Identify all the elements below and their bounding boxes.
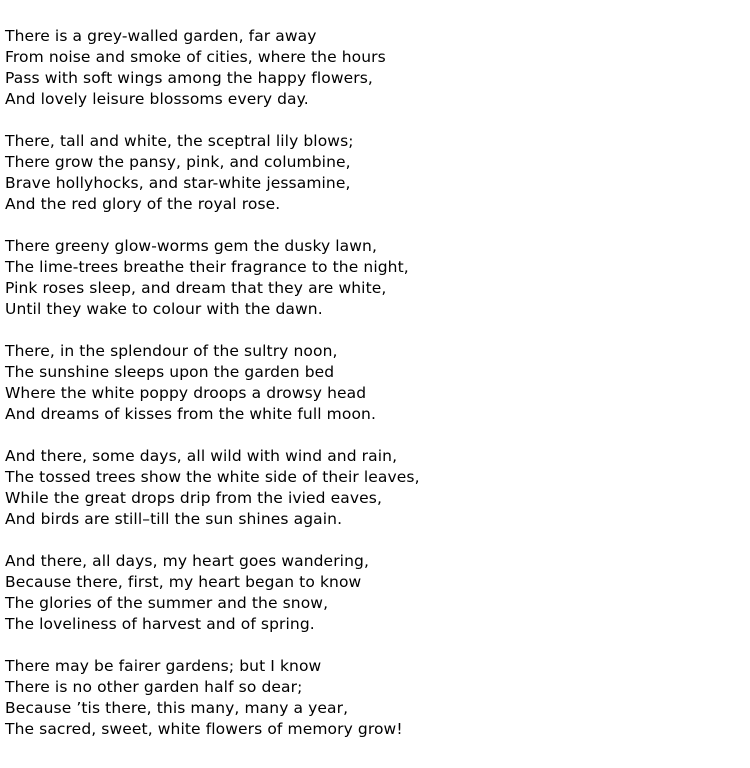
poem-line: Because there, first, my heart began to know	[5, 573, 362, 591]
poem-line: There may be fairer gardens; but I know	[5, 657, 322, 675]
poem-line: Where the white poppy droops a drowsy head	[5, 384, 367, 402]
poem-line: And dreams of kisses from the white full moon.	[5, 405, 376, 423]
stanza-4	[5, 341, 420, 425]
stanza-1	[5, 26, 420, 110]
poem-line: The loveliness of harvest and of spring.	[5, 615, 315, 633]
stanza-3	[5, 236, 420, 320]
stanza-2	[5, 131, 420, 215]
poem-line: The glories of the summer and the snow,	[5, 594, 329, 612]
poem-line: There is a grey-walled garden, far away	[5, 27, 317, 45]
poem-line: Pass with soft wings among the happy flowers,	[5, 69, 373, 87]
poem-line: While the great drops drip from the ivied eaves,	[5, 489, 382, 507]
poem-line: There is no other garden half so dear;	[5, 678, 303, 696]
poem-line: Pink roses sleep, and dream that they are white,	[5, 279, 387, 297]
poem-line: The sunshine sleeps upon the garden bed	[5, 363, 335, 381]
poem-line: There, in the splendour of the sultry noon,	[5, 342, 338, 360]
stanza-5	[5, 446, 420, 530]
poem-line: And the red glory of the royal rose.	[5, 195, 281, 213]
poem-line: Brave hollyhocks, and star-white jessamine,	[5, 174, 351, 192]
poem-line: And birds are still–till the sun shines again.	[5, 510, 343, 528]
poem-text	[5, 26, 420, 761]
stanza-7	[5, 656, 420, 740]
poem-line: The sacred, sweet, white flowers of memory grow!	[5, 720, 403, 738]
poem-line: The lime-trees breathe their fragrance to the night,	[5, 258, 409, 276]
poem-line: Until they wake to colour with the dawn.	[5, 300, 323, 318]
poem-line: And there, all days, my heart goes wandering,	[5, 552, 369, 570]
poem-line: There, tall and white, the sceptral lily blows;	[5, 132, 354, 150]
poem-line: And there, some days, all wild with wind and rain,	[5, 447, 398, 465]
poem-line: Because ’tis there, this many, many a year,	[5, 699, 349, 717]
poem-line: From noise and smoke of cities, where the hours	[5, 48, 386, 66]
poem-line: The tossed trees show the white side of their leaves,	[5, 468, 420, 486]
stanza-6	[5, 551, 420, 635]
poem-line: And lovely leisure blossoms every day.	[5, 90, 309, 108]
poem-line: There greeny glow-worms gem the dusky lawn,	[5, 237, 378, 255]
poem-line: There grow the pansy, pink, and columbine,	[5, 153, 351, 171]
